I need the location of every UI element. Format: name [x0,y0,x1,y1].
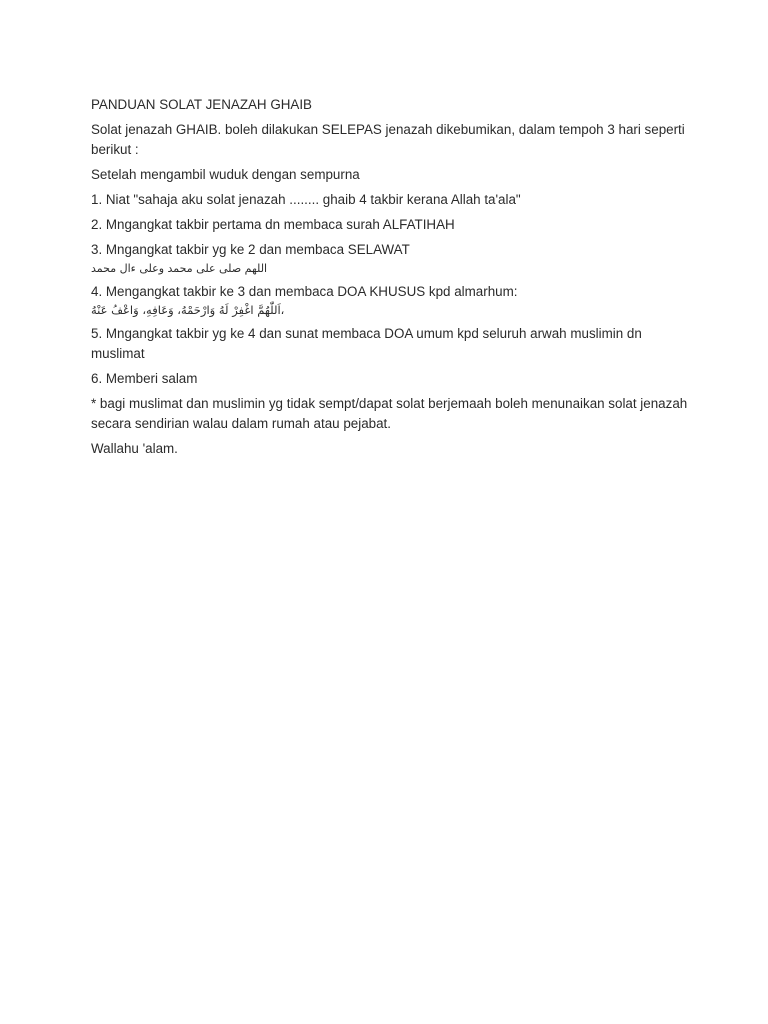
step-4-block [91,282,691,319]
doa-arabic-text: ،اَللّٰهُمَّ اغْفِرْ لَهُ وَارْحَمْهُ، وَعَافِهِ، وَاعْفُ عَنْهُ [91,303,285,317]
step-6-salam: 6. Memberi salam [91,371,198,386]
step-3-block [91,240,691,277]
step-1-niat: 1. Niat "sahaja aku solat jenazah ........ ghaib 4 takbir kerana Allah ta'ala" [91,192,521,207]
note-paragraph: * bagi muslimat dan muslimin yg tidak sempt/dapat solat berjemaah boleh menunaikan solat jenazah secara sendirian walau dalam rumah atau pejabat. [91,396,688,431]
step-4-doa-khusus: 4. Mengangkat takbir ke 3 dan membaca DOA KHUSUS kpd almarhum: [91,284,518,299]
step-3-selawat: 3. Mngangkat takbir yg ke 2 dan membaca SELAWAT [91,242,410,257]
step-5-doa-umum: 5. Mngangkat takbir yg ke 4 dan sunat membaca DOA umum kpd seluruh arwah muslimin dn muslimat [91,326,642,361]
intro-paragraph: Solat jenazah GHAIB. boleh dilakukan SELEPAS jenazah dikebumikan, dalam tempoh 3 hari seperti berikut : [91,122,685,157]
selawat-arabic-text: اللهم صلى على محمد وعلى ءال محمد [91,262,268,275]
wudhu-paragraph: Setelah mengambil wuduk dengan sempurna [91,167,360,182]
closing-text: Wallahu 'alam. [91,441,178,456]
document-title: PANDUAN SOLAT JENAZAH GHAIB [91,97,312,112]
document-page [91,95,691,464]
step-2-fatihah: 2. Mngangkat takbir pertama dn membaca surah ALFATIHAH [91,217,455,232]
